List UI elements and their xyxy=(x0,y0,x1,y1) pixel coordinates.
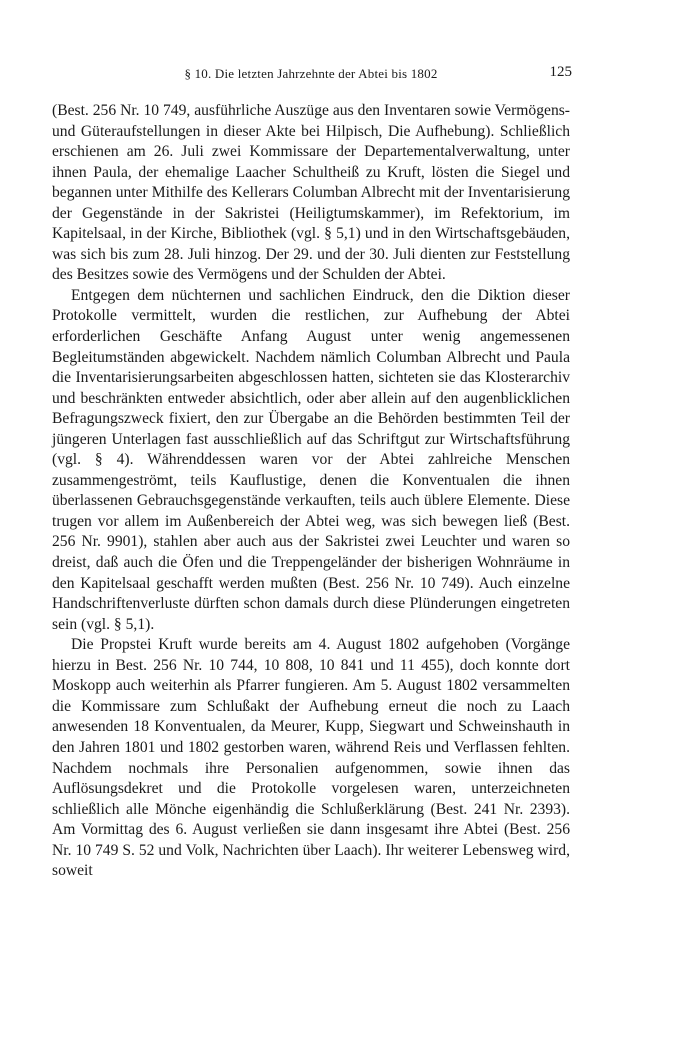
body-text xyxy=(52,101,570,882)
running-title: § 10. Die letzten Jahrzehnte der Abtei bis 1802 xyxy=(184,66,438,81)
paragraph-3: Die Propstei Kruft wurde bereits am 4. August 1802 aufgehoben (Vorgänge hierzu in Best. 256 Nr. 10 744, 10 808, 10 841 und 11 455), doch konnte dort Moskopp auch weiterhin als Pfarrer fungieren. Am 5. August 1802 versammelten die Kommissare zum Schlußakt der Aufhebung erneut die noch zu Laach anwesenden 18 Konventualen, da Meurer, Kupp, Siegwart und Schweinshauth in den Jahren 1801 und 1802 gestorben waren, während Reis und Verflassen fehlten. Nachdem nochmals ihre Personalien aufgenommen, sowie ihnen das Auflösungsdekret und die Protokolle vorgelesen waren, unterzeichneten schließlich alle Mönche eigenhändig die Schlußerklärung (Best. 241 Nr. 2393). Am Vormittag des 6. August verließen sie dann insgesamt ihre Abtei (Best. 256 Nr. 10 749 S. 52 und Volk, Nachrichten über Laach). Ihr weiterer Lebensweg wird, soweit xyxy=(52,636,570,880)
running-head xyxy=(52,64,570,84)
paragraph-2: Entgegen dem nüchternen und sachlichen Eindruck, den die Diktion dieser Protokolle vermittelt, wurden die restlichen, zur Aufhebung der Abtei erforderlichen Geschäfte Anfang August unter wenig angemessenen Begleitumständen abgewickelt. Nachdem nämlich Columban Albrecht und Paula die Inventarisierungsarbeiten abgeschlossen hatten, sichteten sie das Klosterarchiv und beschränkten entweder absichtlich, oder aber allein auf den augenblicklichen Befragungszweck fixiert, den zur Übergabe an die Behörden bestimmten Teil der jüngeren Unterlagen fast ausschließlich auf das Schriftgut zur Wirtschaftsführung (vgl. § 4). Währenddessen waren vor der Abtei zahlreiche Menschen zusammengeströmt, teils Kauflustige, denen die Konventualen die ihnen überlassenen Gebrauchsgegenstände verkauften, teils auch üblere Elemente. Diese trugen vor allem im Außenbereich der Abtei weg, was sich bewegen ließ (Best. 256 Nr. 9901), stahlen aber auch aus der Sakristei zwei Leuchter und waren so dreist, daß auch die Öfen und die Treppengeländer der bisherigen Wohnräume in den Kapitelsaal geschafft werden mußten (Best. 256 Nr. 10 749). Auch einzelne Handschriftenverluste dürften schon damals durch diese Plünderungen eingetreten sein (vgl. § 5,1). xyxy=(52,286,570,633)
page-number: 125 xyxy=(549,64,572,80)
paragraph-1: (Best. 256 Nr. 10 749, ausführliche Auszüge aus den Inventaren sowie Vermögens- und Güteraufstellungen in dieser Akte bei Hilpisch, Die Aufhebung). Schließlich erschienen am 26. Juli zwei Kommissare der Departementalverwaltung, unter ihnen Paula, der ehemalige Laacher Schultheiß zu Kruft, lösten die Siegel und begannen unter Mithilfe des Kellerars Columban Albrecht mit der Inventarisierung der Gegenstände in der Sakristei (Heiligtumskammer), im Refektorium, im Kapitelsaal, in der Kirche, Bibliothek (vgl. § 5,1) und in den Wirtschaftsgebäuden, was sich bis zum 28. Juli hinzog. Der 29. und der 30. Juli dienten zur Feststellung des Besitzes sowie des Vermögens und der Schulden der Abtei. xyxy=(52,102,570,284)
